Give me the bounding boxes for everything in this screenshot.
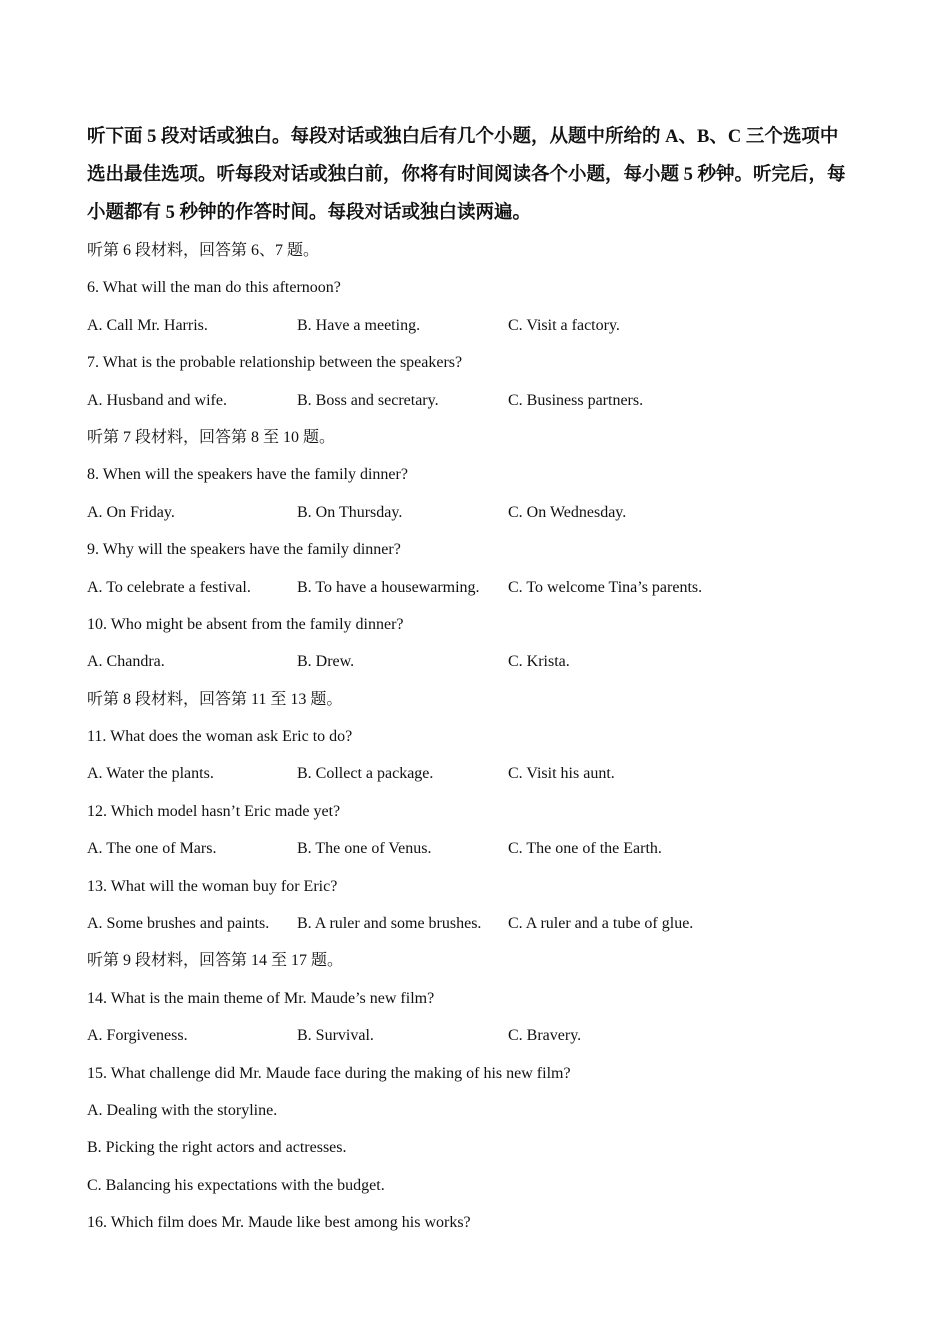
listening-instructions <box>87 118 877 232</box>
answer-option: C. Krista. <box>508 653 570 671</box>
answer-option: B. Survival. <box>297 1027 374 1045</box>
answer-option: C. Visit a factory. <box>508 316 620 334</box>
section-header: 听第 7 段材料，回答第 8 至 10 题。 <box>87 428 336 446</box>
answer-option: A. Chandra. <box>87 653 165 671</box>
question-text: 9. Why will the speakers have the family dinner? <box>87 541 401 559</box>
answer-option: C. Visit his aunt. <box>508 765 615 783</box>
answer-option: B. Picking the right actors and actresses. <box>87 1139 347 1157</box>
options-row <box>87 382 877 419</box>
answer-option: A. Water the plants. <box>87 765 214 783</box>
options-row <box>87 905 877 942</box>
question-text: 6. What will the man do this afternoon? <box>87 279 341 297</box>
answer-option: B. On Thursday. <box>297 503 403 521</box>
options-row <box>87 494 877 531</box>
answer-option: B. A ruler and some brushes. <box>297 915 482 933</box>
answer-option: C. To welcome Tina’s parents. <box>508 578 703 596</box>
answer-option: A. To celebrate a festival. <box>87 578 251 596</box>
answer-option: A. Forgiveness. <box>87 1027 188 1045</box>
answer-option: B. To have a housewarming. <box>297 578 480 596</box>
question-text: 12. Which model hasn’t Eric made yet? <box>87 802 341 820</box>
answer-option: A. The one of Mars. <box>87 840 217 858</box>
answer-option: C. The one of the Earth. <box>508 840 662 858</box>
answer-option: B. Drew. <box>297 653 355 671</box>
answer-option: A. Husband and wife. <box>87 391 227 409</box>
question-text: 11. What does the woman ask Eric to do? <box>87 728 353 746</box>
answer-option: A. On Friday. <box>87 503 175 521</box>
answer-option: C. On Wednesday. <box>508 503 627 521</box>
instruction-line: 选出最佳选项。听每段对话或独白前，你将有时间阅读各个小题，每小题 5 秒钟。听完后，每 <box>87 165 846 185</box>
question-text: 13. What will the woman buy for Eric? <box>87 877 338 895</box>
section-header: 听第 9 段材料，回答第 14 至 17 题。 <box>87 952 344 970</box>
options-row <box>87 1017 877 1054</box>
question-text: 15. What challenge did Mr. Maude face during the making of his new film? <box>87 1064 571 1082</box>
instruction-line: 听下面 5 段对话或独白。每段对话或独白后有几个小题，从题中所给的 A、B、C 三个选项中 <box>87 127 839 147</box>
answer-option: B. The one of Venus. <box>297 840 432 858</box>
section-header: 听第 8 段材料，回答第 11 至 13 题。 <box>87 690 343 708</box>
answer-option: C. Balancing his expectations with the budget. <box>87 1176 385 1194</box>
options-row <box>87 755 877 792</box>
answer-option: A. Some brushes and paints. <box>87 915 270 933</box>
options-row <box>87 569 877 606</box>
instruction-line: 小题都有 5 秒钟的作答时间。每段对话或独白读两遍。 <box>87 203 532 223</box>
question-text: 16. Which film does Mr. Maude like best among his works? <box>87 1214 471 1232</box>
question-list <box>87 232 877 1242</box>
options-row <box>87 307 877 344</box>
options-row <box>87 830 877 867</box>
question-text: 8. When will the speakers have the family dinner? <box>87 466 408 484</box>
question-text: 14. What is the main theme of Mr. Maude’s new film? <box>87 989 435 1007</box>
answer-option: A. Call Mr. Harris. <box>87 316 208 334</box>
answer-option: B. Boss and secretary. <box>297 391 439 409</box>
answer-option: B. Have a meeting. <box>297 316 421 334</box>
answer-option: C. Bravery. <box>508 1027 582 1045</box>
answer-option: C. A ruler and a tube of glue. <box>508 915 694 933</box>
question-text: 10. Who might be absent from the family dinner? <box>87 615 404 633</box>
options-row <box>87 643 877 680</box>
answer-option: B. Collect a package. <box>297 765 434 783</box>
section-header: 听第 6 段材料，回答第 6、7 题。 <box>87 242 320 259</box>
answer-option: C. Business partners. <box>508 391 644 409</box>
answer-option: A. Dealing with the storyline. <box>87 1101 278 1119</box>
question-text: 7. What is the probable relationship between the speakers? <box>87 354 463 372</box>
exam-page <box>87 118 877 1242</box>
